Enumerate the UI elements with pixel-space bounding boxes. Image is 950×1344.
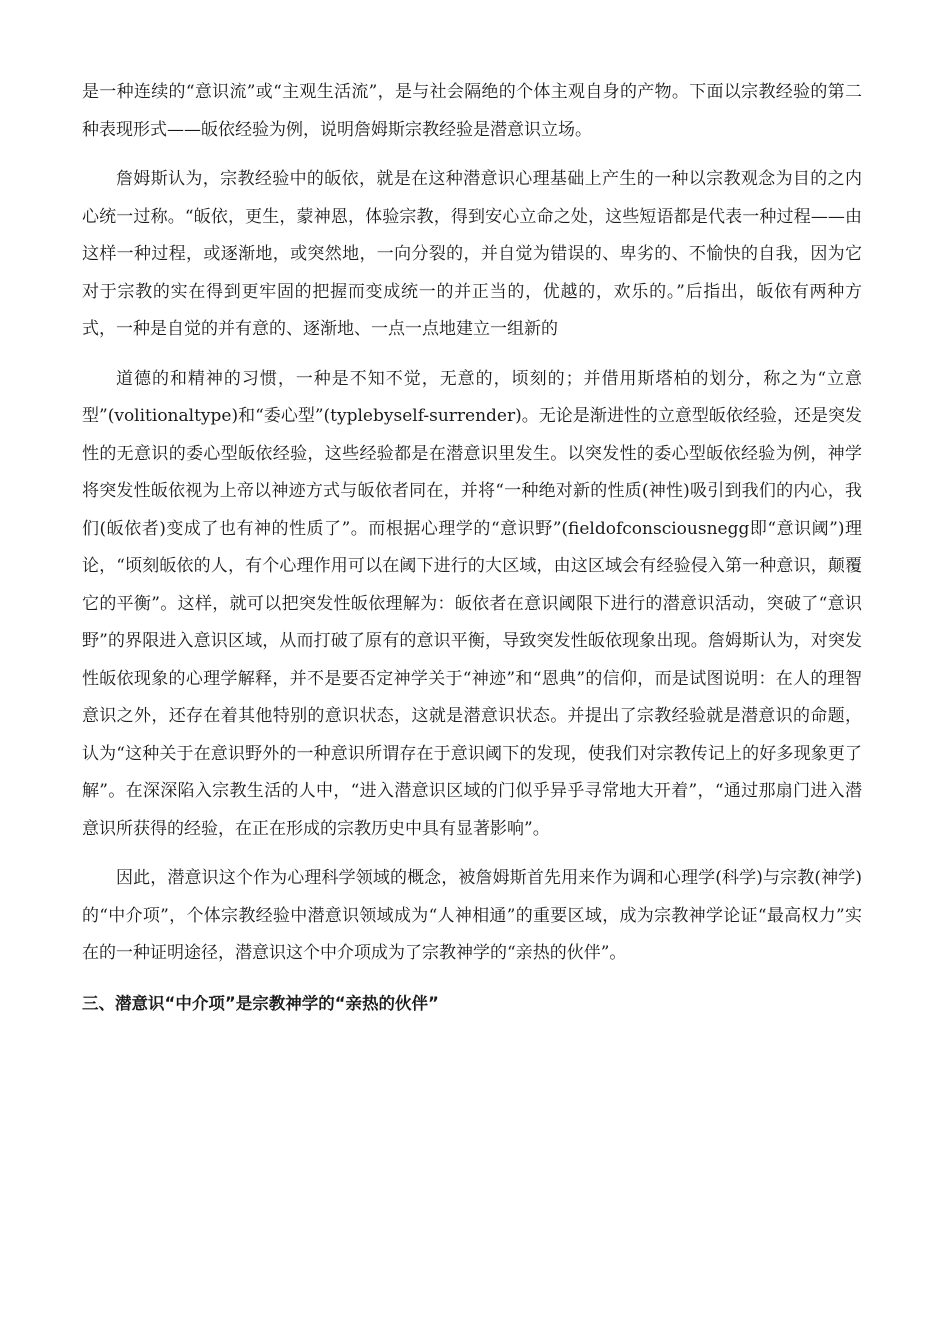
paragraph-4: 因此，潜意识这个作为心理科学领域的概念，被詹姆斯首先用来作为调和心理学(科学)与宗教(神学)的“中介项”，个体宗教经验中潜意识领域成为“人神相通”的重要区域，成为宗教神学论证“最高权力”实在的一种证明途径，潜意识这个中介项成为了宗教神学的“亲热的伙伴”。 bbox=[82, 868, 862, 963]
section-heading: 三、潜意识“中介项”是宗教神学的“亲热的伙伴” bbox=[82, 993, 439, 1013]
paragraph-3: 道德的和精神的习惯，一种是不知不觉，无意的，顷刻的；并借用斯塔柏的划分，称之为“立意型”(volitionaltype)和“委心型”(typlebyself-surrender)。无论是渐进性的立意型皈依经验，还是突发性的无意识的委心型皈依经验，这些经验都是在潜意识里发生。以突发性的委心型皈依经验为例，神学将突发性皈依视为上帝以神迹方式与皈依者同在，并将“一种绝对新的性质(神性)吸引到我们的内心，我们(皈依者)变成了也有神的性质了”。而根据心理学的“意识野”(fieldofconsciousnegg即“意识阈”)理论，“顷刻皈依的人，有个心理作用可以在阈下进行的大区域，由这区域会有经验侵入第一种意识，颠覆它的平衡”。这样，就可以把突发性皈依理解为：皈依者在意识阈限下进行的潜意识活动，突破了“意识野”的界限进入意识区域，从而打破了原有的意识平衡，导致突发性皈依现象出现。詹姆斯认为，对突发性皈依现象的心理学解释，并不是要否定神学关于“神迹”和“恩典”的信仰，而是试图说明：在人的理智意识之外，还存在着其他特别的意识状态，这就是潜意识状态。并提出了宗教经验就是潜意识的命题，认为“这种关于在意识野外的一种意识所谓存在于意识阈下的发现，使我们对宗教传记上的好多现象更了解”。在深深陷入宗教生活的人中，“进入潜意识区域的门似乎异乎寻常地大开着”，“通过那扇门进入潜意识所获得的经验，在正在形成的宗教历史中具有显著影响”。 bbox=[82, 368, 862, 839]
document-body bbox=[82, 74, 862, 1022]
paragraph-2: 詹姆斯认为，宗教经验中的皈依，就是在这种潜意识心理基础上产生的一种以宗教观念为目的之内心统一过称。“皈依，更生，蒙神恩，体验宗教，得到安心立命之处，这些短语都是代表一种过程——由这样一种过程，或逐渐地，或突然地，一向分裂的，并自觉为错误的、卑劣的、不愉快的自我，因为它对于宗教的实在得到更牢固的把握而变成统一的并正当的，优越的，欢乐的。”后指出，皈依有两种方式，一种是自觉的并有意的、逐渐地、一点一点地建立一组新的 bbox=[82, 169, 862, 339]
paragraph-1: 是一种连续的“意识流”或“主观生活流”，是与社会隔绝的个体主观自身的产物。下面以宗教经验的第二种表现形式——皈依经验为例，说明詹姆斯宗教经验是潜意识立场。 bbox=[82, 82, 862, 140]
